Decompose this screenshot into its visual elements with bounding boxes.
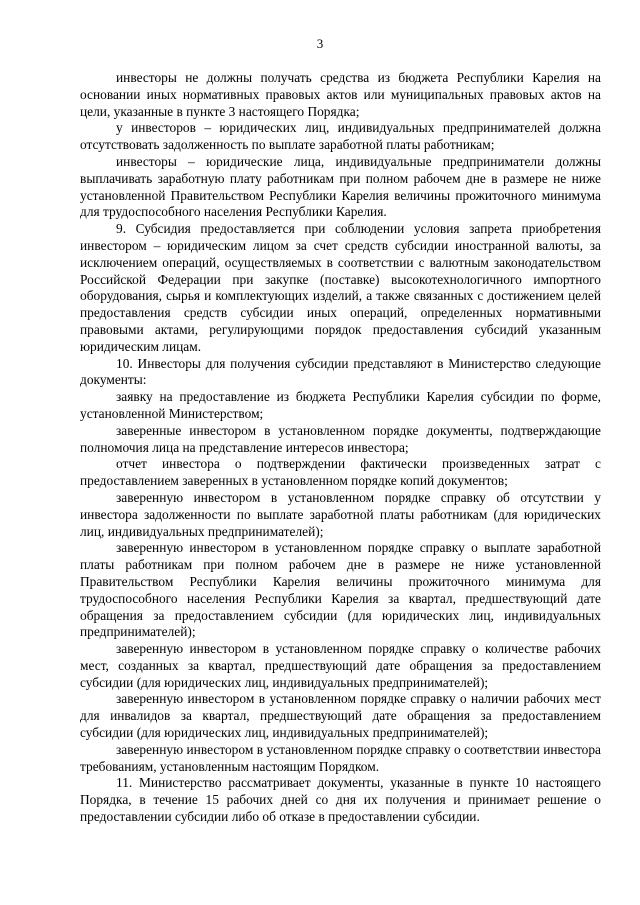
paragraph: заверенные инвестором в установленном порядке документы, подтверждающие полномочия лица на представление интересов инвестора; [80, 422, 601, 455]
paragraph: у инвесторов – юридических лиц, индивидуальных предпринимателей должна отсутствовать задолженность по выплате заработной платы работникам; [80, 120, 601, 153]
paragraph: заверенную инвестором в установленном порядке справку о соответствии инвестора требованиям, установленным настоящим Порядком. [80, 741, 601, 774]
paragraph: заверенную инвестором в установленном порядке справку об отсутствии у инвестора задолженности по выплате заработной платы работникам (для юридических лиц, индивидуальных предпринимателей); [80, 489, 601, 539]
paragraph: заверенную инвестором в установленном порядке справку о количестве рабочих мест, созданных за квартал, предшествующий дате обращения за предоставлением субсидии (для юридических лиц, индивидуальных предпринимателей); [80, 641, 601, 690]
paragraph-item-11: 11. Министерство рассматривает документы, указанные в пункте 10 настоящего Порядка, в течение 15 рабочих дней со дня их получения и принимает решение о предоставлении субсидии либо об отказе в предоставлении субсидии. [80, 775, 601, 825]
paragraph-item-10: 10. Инвесторы для получения субсидии представляют в Министерство следующие документы: [80, 355, 601, 388]
paragraph-item-9: 9. Субсидия предоставляется при соблюдении условия запрета приобретения инвестором – юридическим лицом за счет средств субсидии иностранной валюты, за исключением операций, осуществляемых в соответствии с валютным законодательством Российской Федерации при закупке (поставке) высокотехнологичного импортного оборудования, сырья и комплектующих изделий, а также связанных с достижением целей предоставления средств субсидии иных операций, определенных нормативными правовыми актами, регулирующими порядок предоставления субсидий указанным юридическим лицам. [80, 221, 601, 354]
paragraph: заверенную инвестором в установленном порядке справку о наличии рабочих мест для инвалидов за квартал, предшествующий дате обращения за предоставлением субсидии (для юридических лиц, индивидуальных предпринимателей); [80, 691, 601, 741]
paragraph: отчет инвестора о подтверждении фактически произведенных затрат с предоставлением заверенных в установленном порядке копий документов; [80, 456, 601, 489]
page-number: 3 [316, 36, 324, 51]
paragraph: заверенную инвестором в установленном порядке справку о выплате заработной платы работникам при полном рабочем дне в размере не ниже установленной Правительством Республики Карелия величины прожиточного минимума для трудоспособного населения Республики Карелия за квартал, предшествующий дате обращения за предоставлением субсидии (для юридических лиц, индивидуальных предпринимателей); [80, 540, 601, 640]
paragraph: инвесторы – юридические лица, индивидуальные предприниматели должны выплачивать заработную плату работникам при полном рабочем дне в размере не ниже установленной Правительством Республики Карелия величины прожиточного минимума для трудоспособного населения Республики Карелия. [80, 153, 601, 220]
document-body [80, 70, 601, 826]
paragraph: инвесторы не должны получать средства из бюджета Республики Карелия на основании иных нормативных правовых актов или муниципальных правовых актов на цели, указанные в пункте 3 настоящего Порядка; [80, 70, 601, 119]
paragraph: заявку на предоставление из бюджета Республики Карелия субсидии по форме, установленной Министерством; [80, 389, 601, 421]
